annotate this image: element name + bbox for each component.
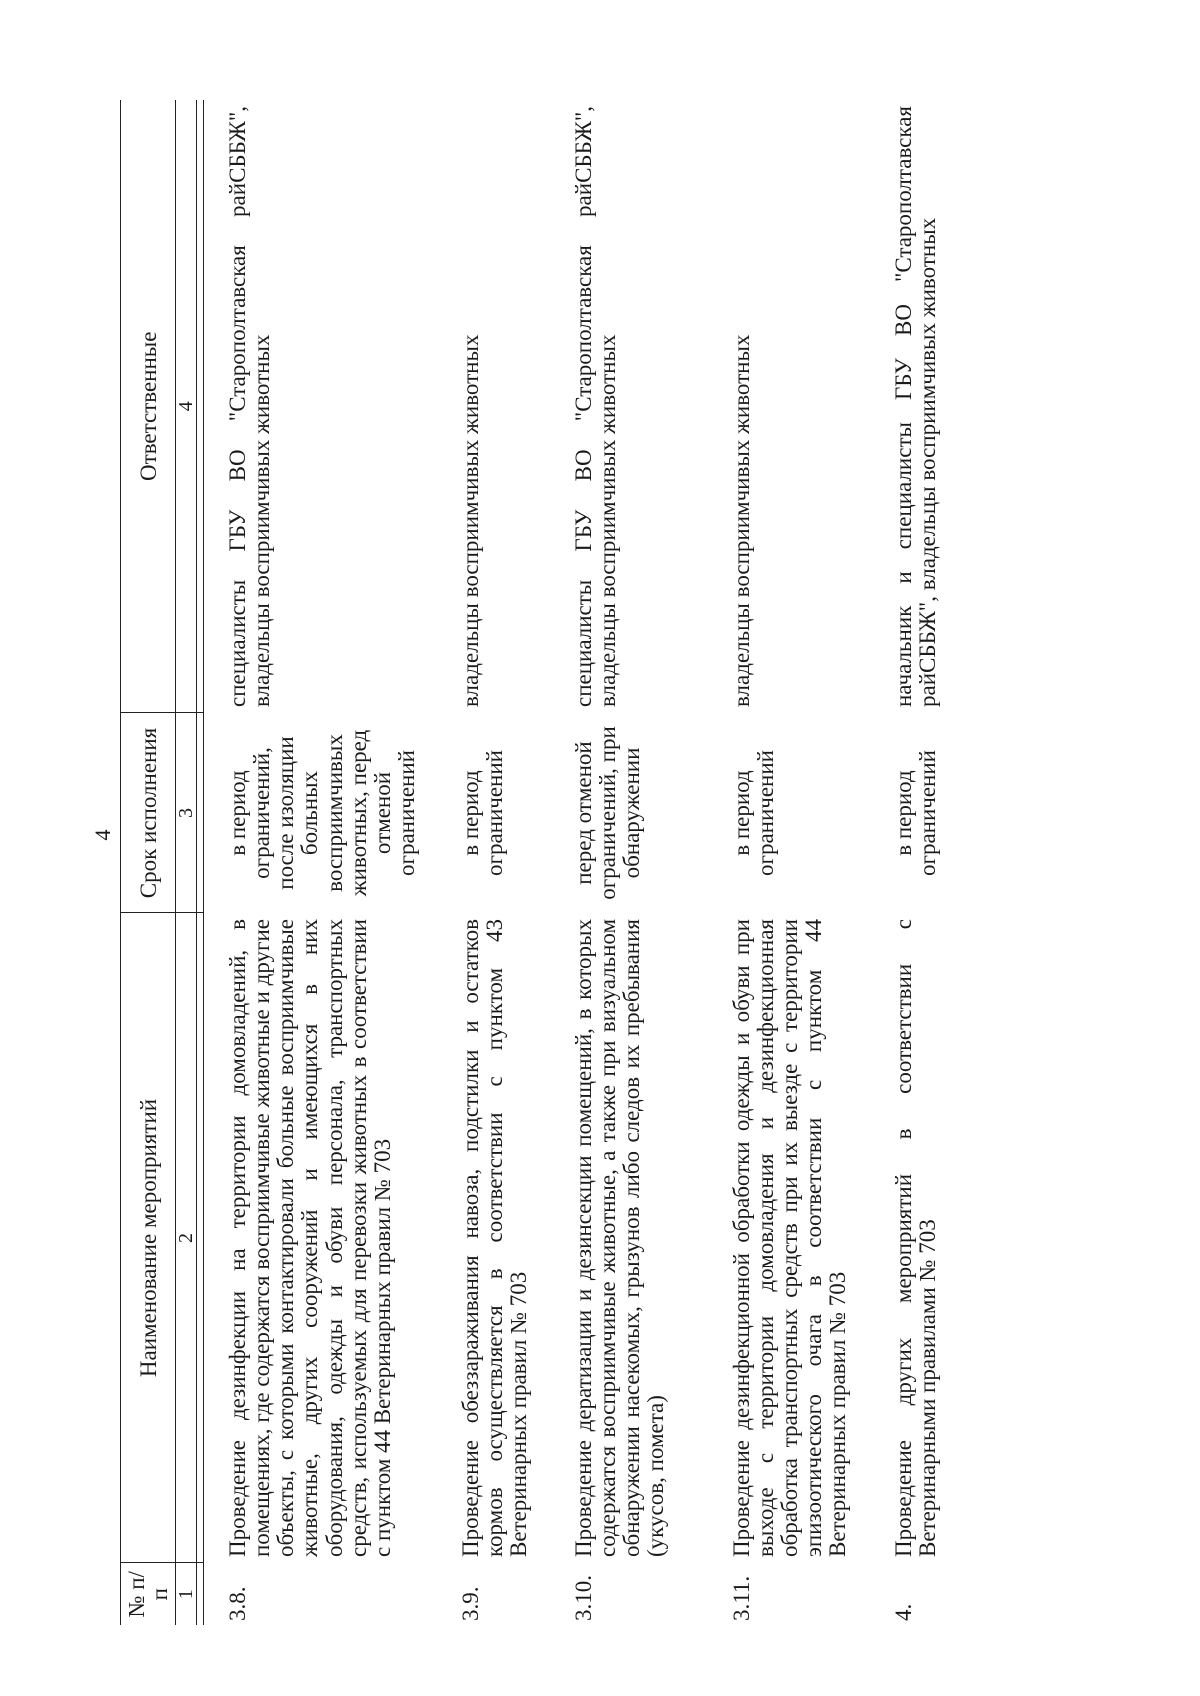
header-gap-row [197,100,204,1625]
measure-responsible: специалисты ГБУ ВО "Старополтавская райСББЖ", владельцы восприимчивых животных [570,106,620,707]
column-number: 3 [176,713,197,913]
measure-name: Проведение дезинфекционной обработки одежды и обуви при выходе с территории домовладения и дезинфекционная обработка транспортных средств при их выезде с территории эпизоотического очага в соответствии с пунктом 44 Ветеринарных правил № 703 [728,919,851,1557]
measure-term: перед отменой ограничений, при обнаружении [570,726,644,900]
header-gap-cell [197,713,204,913]
measure-responsible: специалисты ГБУ ВО "Старополтавская райСББЖ", владельцы восприимчивых животных [225,106,275,707]
column-number: 1 [176,1563,197,1625]
table-row [708,100,870,1625]
page-number: 4 [90,829,115,841]
column-number: 4 [176,100,197,713]
rotated-document-page [90,25,1130,1625]
column-number: 2 [176,913,197,1563]
header-gap-cell [197,100,204,713]
table-header [121,100,204,1625]
measure-name: Проведение дератизации и дезинсекции помещений, в которых содержатся восприимчивые животные, а также при визуальном обнаружении насекомых, грызунов либо следов их пребывания (укусов, помета) [570,919,668,1557]
table-row [550,100,708,1625]
row-number: 3.9. [458,1586,484,1621]
header-gap-cell [197,913,204,1563]
header-gap-cell [197,1563,204,1625]
header-row [121,100,176,1625]
measures-table [120,100,980,1625]
measure-name: Проведение дезинфекции на территории домовладений, в помещениях, где содержатся восприимчивые животные и другие объекты, с которыми контактировали больные восприимчивые животные, других сооружений и имеющихся в них оборудования, одежды и обуви персонала, транспортных средств, используемых для перевозки животных в соответствии с пунктом 44 Ветеринарных правил № 703 [225,919,395,1557]
measure-name: Проведение обеззараживания навоза, подстилки и остатков кормов осуществляется в соответствии с пунктом 43 Ветеринарных правил № 703 [458,919,532,1557]
measure-term: в период ограничений, после изоляции больных восприимчивых животных, перед отменой ограничений [225,729,419,897]
header-num: № п/п [121,1563,176,1625]
measure-responsible: начальник и специалисты ГБУ ВО "Старополтавская райСББЖ", владельцы восприимчивых животных [890,106,940,707]
measure-name: Проведение других мероприятий в соответствии с Ветеринарными правилами № 703 [890,919,940,1557]
table-row [870,100,980,1625]
header-responsible: Ответственные [121,100,176,713]
row-number: 4. [890,1603,916,1621]
measure-term: в период ограничений [728,750,778,876]
header-name: Наименование мероприятий [121,913,176,1563]
measure-term: в период ограничений [458,750,508,876]
measure-term: в период ограничений [890,750,940,876]
table-body [204,100,980,1625]
table-row [437,100,549,1625]
column-number-row [176,100,197,1625]
table-row [204,100,438,1625]
measure-responsible: владельцы восприимчивых животных [458,334,484,707]
header-term: Срок исполнения [121,713,176,913]
row-number: 3.11. [728,1575,754,1621]
measure-responsible: владельцы восприимчивых животных [728,334,754,707]
row-number: 3.8. [225,1586,250,1621]
row-number: 3.10. [570,1575,596,1621]
